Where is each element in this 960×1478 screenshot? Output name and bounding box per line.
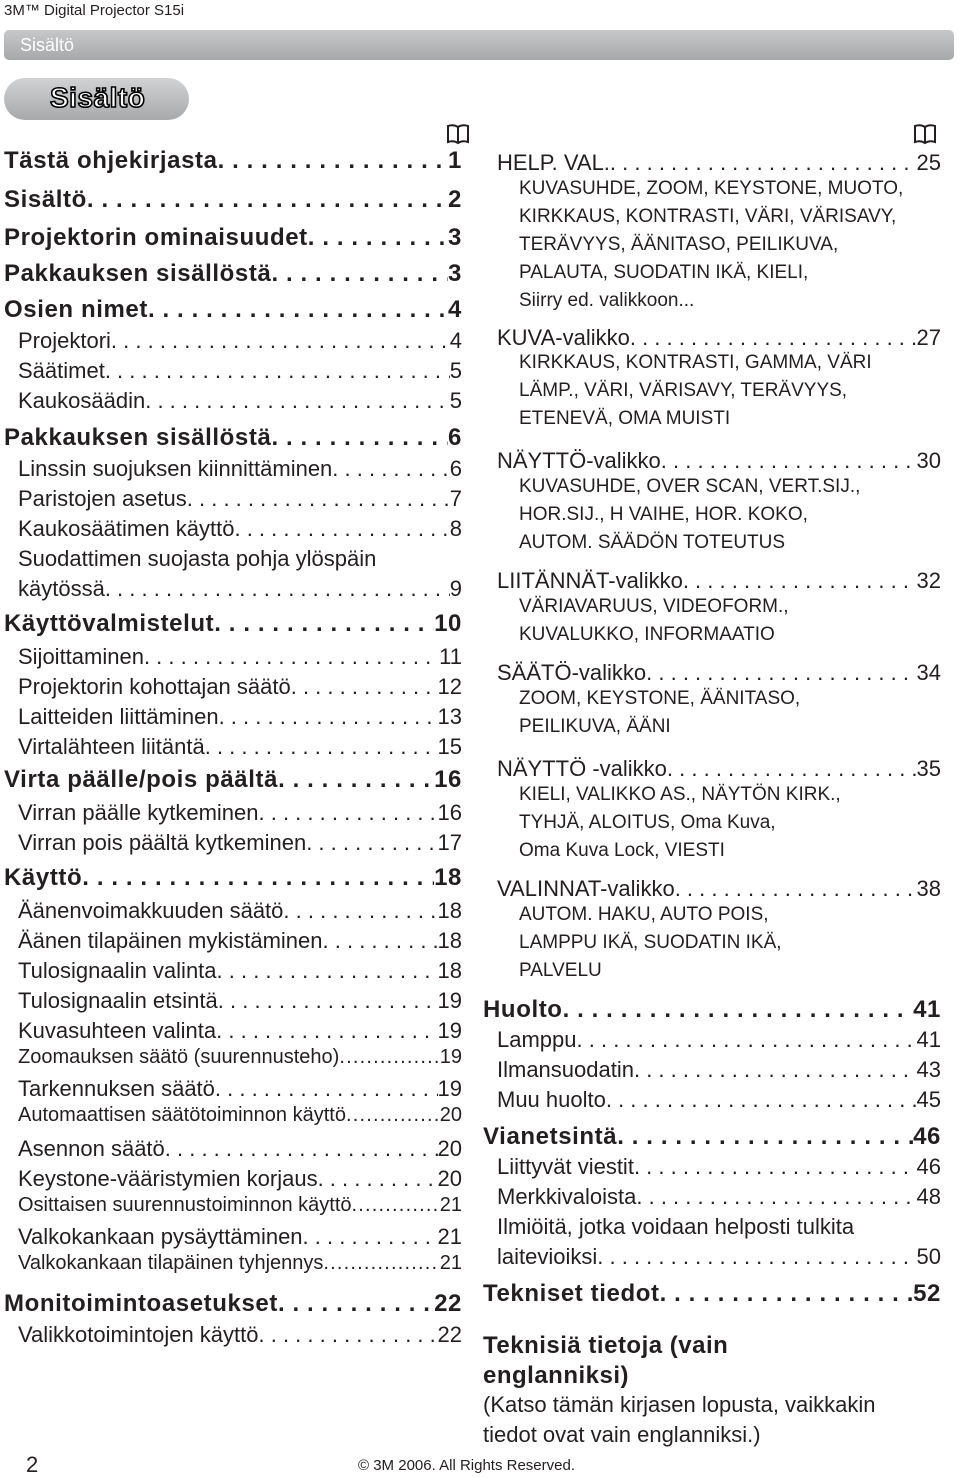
toc-entry — [18, 988, 462, 1014]
technical-info-note: tiedot ovat vain englanniksi.) — [483, 1422, 761, 1447]
toc-entry-page: 19 — [437, 988, 462, 1013]
menu-items-text: TYHJÄ, ALOITUS, Oma Kuva, — [519, 812, 776, 833]
dot-leader — [148, 296, 448, 324]
toc-entry — [497, 1027, 941, 1053]
toc-section — [4, 1290, 462, 1318]
toc-entry-title: Pakkauksen sisällöstä — [4, 424, 272, 451]
toc-entry-page: 52 — [913, 1280, 941, 1307]
toc-entry-page: 6 — [449, 456, 462, 481]
dot-leader — [259, 800, 438, 826]
toc-entry-title: Kaukosäädin — [18, 388, 146, 413]
dot-leader — [144, 644, 439, 670]
toc-entry-page: 17 — [437, 830, 462, 855]
dot-leader — [111, 328, 450, 354]
toc-entry-page: 35 — [916, 756, 941, 781]
dot-leader — [636, 1184, 916, 1210]
dot-leader — [271, 260, 448, 288]
toc-entry — [18, 456, 462, 482]
menu-items-text: ETENEVÄ, OMA MUISTI — [519, 408, 731, 429]
toc-entry — [18, 674, 462, 700]
dot-leader — [271, 424, 448, 452]
toc-entry — [18, 734, 462, 760]
dot-leader — [610, 150, 917, 176]
toc-entry-page: 18 — [437, 958, 462, 983]
toc-entry-page: 50 — [916, 1244, 941, 1269]
toc-entry-title: Virran pois päältä kytkeminen — [18, 830, 307, 855]
menu-items-text: HOR.SIJ., H VAIHE, HOR. KOKO, — [519, 504, 808, 525]
toc-entry-page: 21 — [439, 1252, 462, 1274]
dot-leader — [577, 1027, 917, 1053]
toc-menu-entry — [497, 876, 941, 902]
dot-leader — [283, 898, 437, 924]
dot-leader — [646, 660, 916, 686]
toc-entry — [18, 576, 462, 602]
dot-leader — [145, 388, 450, 414]
toc-entry — [18, 358, 462, 384]
menu-items-text: Oma Kuva Lock, VIESTI — [519, 840, 725, 861]
toc-entry-title: Monitoimintoasetukset — [4, 1290, 278, 1317]
toc-entry-page: 20 — [437, 1136, 462, 1161]
toc-section — [483, 1280, 941, 1308]
toc-entry-page: 1 — [448, 147, 462, 174]
toc-entry — [18, 1166, 462, 1192]
toc-entry — [18, 1104, 462, 1127]
dot-leader — [667, 756, 917, 782]
toc-section — [4, 424, 462, 452]
toc-entry — [18, 1076, 462, 1102]
toc-menu-entry — [497, 325, 941, 351]
toc-entry-title: Suodattimen suojasta pohja ylöspäin — [18, 546, 377, 571]
toc-entry-title: Käyttö — [4, 864, 83, 891]
dot-leader — [278, 766, 434, 794]
toc-entry-page: 21 — [437, 1224, 462, 1249]
dot-leader — [217, 958, 438, 984]
toc-entry-page: 30 — [916, 448, 941, 473]
toc-section — [4, 766, 462, 794]
dot-leader — [323, 1252, 439, 1275]
dot-leader — [291, 674, 438, 700]
toc-entry-title: Pakkauksen sisällöstä — [4, 260, 272, 287]
toc-entry-title: Paristojen asetus — [18, 486, 187, 511]
menu-items-text: ZOOM, KEYSTONE, ÄÄNITASO, — [519, 688, 801, 709]
toc-entry-title: Valkokankaan pysäyttäminen — [18, 1224, 303, 1249]
technical-info-note: (Katso tämän kirjasen lopusta, vaikkakin — [483, 1392, 876, 1417]
page-heading — [4, 78, 189, 120]
toc-entry-title: Käyttövalmistelut — [4, 610, 215, 637]
dot-leader — [215, 1076, 438, 1102]
toc-entry-page: 19 — [437, 1076, 462, 1101]
toc-entry-page: 43 — [916, 1057, 941, 1082]
menu-items-text: LAMPPU IKÄ, SUODATIN IKÄ, — [519, 932, 782, 953]
dot-leader — [634, 1057, 917, 1083]
toc-entry-title: SÄÄTÖ-valikko — [497, 660, 647, 685]
dot-leader — [303, 1224, 438, 1250]
toc-menu-entry — [497, 448, 941, 474]
toc-entry — [497, 1214, 941, 1240]
toc-menu-entry — [497, 660, 941, 686]
dot-leader — [675, 876, 917, 902]
toc-entry — [497, 1087, 941, 1113]
toc-entry-page: 7 — [449, 486, 462, 511]
toc-entry — [497, 1057, 941, 1083]
toc-entry-page: 19 — [437, 1018, 462, 1043]
toc-entry-title: laitevioiksi — [497, 1244, 598, 1269]
dot-leader — [259, 1322, 438, 1348]
toc-entry-title: Ilmansuodatin — [497, 1057, 634, 1082]
toc-entry — [18, 486, 462, 512]
toc-entry-title: Huolto — [483, 996, 563, 1023]
toc-entry-title: Osien nimet — [4, 296, 148, 323]
toc-entry-title: Valikkotoimintojen käyttö — [18, 1322, 259, 1347]
toc-entry-title: Laitteiden liittäminen — [18, 704, 219, 729]
toc-entry-title: NÄYTTÖ -valikko — [497, 756, 667, 781]
menu-items-text: TERÄVYYS, ÄÄNITASO, PEILIKUVA, — [519, 234, 839, 255]
toc-entry-page: 38 — [916, 876, 941, 901]
dot-leader — [346, 1104, 440, 1127]
toc-menu-entry — [497, 150, 941, 176]
toc-entry-page: 16 — [437, 800, 462, 825]
dot-leader — [332, 456, 449, 482]
toc-entry-title: Osittaisen suurennustoiminnon käyttö — [18, 1194, 352, 1216]
toc-entry-title: Asennon säätö — [18, 1136, 165, 1161]
toc-entry-title: Tulosignaalin etsintä — [18, 988, 218, 1013]
menu-items-text: AUTOM. SÄÄDÖN TOTEUTUS — [519, 532, 786, 553]
menu-items-text: KIELI, VALIKKO AS., NÄYTÖN KIRK., — [519, 784, 841, 805]
toc-entry — [18, 1136, 462, 1162]
dot-leader — [105, 576, 450, 602]
toc-entry-page: 13 — [437, 704, 462, 729]
toc-entry-page: 22 — [437, 1322, 462, 1347]
menu-items-text: AUTOM. HAKU, AUTO POIS, — [519, 904, 769, 925]
toc-entry-page: 18 — [437, 928, 462, 953]
toc-entry-page: 18 — [434, 864, 462, 891]
toc-entry-title: Tästä ohjekirjasta — [4, 147, 218, 174]
toc-entry — [497, 1244, 941, 1270]
toc-entry-title: NÄYTTÖ-valikko — [497, 448, 661, 473]
document-title: 3M™ Digital Projector S15i — [4, 2, 185, 19]
toc-section — [4, 224, 462, 252]
menu-items-text: PALAUTA, SUODATIN IKÄ, KIELI, — [519, 262, 809, 283]
toc-entry-title: HELP. VAL. — [497, 150, 610, 175]
menu-items-text: KUVASUHDE, OVER SCAN, VERT.SIJ., — [519, 476, 861, 497]
toc-entry — [18, 928, 462, 954]
toc-entry-page: 48 — [916, 1184, 941, 1209]
toc-menu-entry — [497, 568, 941, 594]
menu-items-text: PEILIKUVA, ÄÄNI — [519, 716, 671, 737]
technical-info-heading: Teknisiä tietoja (vain — [483, 1332, 729, 1359]
book-icon — [446, 123, 470, 145]
toc-entry-title: Äänenvoimakkuuden säätö — [18, 898, 284, 923]
toc-entry-page: 27 — [916, 325, 941, 350]
toc-entry-page: 8 — [449, 516, 462, 541]
toc-entry-page: 12 — [437, 674, 462, 699]
dot-leader — [187, 486, 450, 512]
toc-entry-title: Linssin suojuksen kiinnittäminen — [18, 456, 333, 481]
dot-leader — [82, 864, 434, 892]
toc-entry-title: Sisältö — [4, 186, 87, 213]
toc-entry-page: 5 — [449, 358, 462, 383]
dot-leader — [214, 610, 434, 638]
copyright: © 3M 2006. All Rights Reserved. — [358, 1457, 575, 1474]
toc-entry-title: Projektorin ominaisuudet — [4, 224, 308, 251]
dot-leader — [318, 1166, 438, 1192]
toc-entry-title: Virta päälle/pois päältä — [4, 766, 279, 793]
toc-entry-title: Valkokankaan tilapäinen tyhjennys — [18, 1252, 324, 1274]
toc-section — [4, 186, 462, 214]
toc-entry — [18, 1046, 462, 1069]
dot-leader — [105, 358, 450, 384]
dot-leader — [661, 448, 917, 474]
toc-entry-page: 15 — [437, 734, 462, 759]
toc-entry-page: 4 — [449, 328, 462, 353]
toc-entry-page: 4 — [448, 296, 462, 323]
toc-entry-title: Ilmiöitä, jotka voidaan helposti tulkita — [497, 1214, 855, 1239]
toc-entry-title: Automaattisen säätötoiminnon käyttö — [18, 1104, 346, 1126]
toc-section — [4, 260, 462, 288]
toc-entry — [18, 1252, 462, 1275]
dot-leader — [323, 928, 438, 954]
section-bar — [4, 30, 954, 60]
toc-entry-page: 19 — [439, 1046, 462, 1068]
toc-entry-page: 18 — [437, 898, 462, 923]
toc-entry-page: 5 — [449, 388, 462, 413]
dot-leader — [87, 186, 448, 214]
menu-items-text: KUVASUHDE, ZOOM, KEYSTONE, MUOTO, — [519, 178, 904, 199]
dot-leader — [234, 516, 449, 542]
toc-entry-page: 34 — [916, 660, 941, 685]
menu-items-text: PALVELU — [519, 960, 602, 981]
toc-entry-page: 10 — [434, 610, 462, 637]
toc-entry — [18, 516, 462, 542]
toc-entry — [18, 328, 462, 354]
toc-entry-title: Keystone-vääristymien korjaus — [18, 1166, 318, 1191]
toc-entry-page: 46 — [916, 1154, 941, 1179]
menu-items-text: VÄRIAVARUUS, VIDEOFORM., — [519, 596, 789, 617]
toc-entry-title: Tulosignaalin valinta — [18, 958, 217, 983]
dot-leader — [306, 830, 437, 856]
dot-leader — [352, 1194, 440, 1217]
toc-entry — [497, 1184, 941, 1210]
toc-entry-title: KUVA-valikko — [497, 325, 630, 350]
technical-info-heading: englanniksi) — [483, 1362, 630, 1389]
toc-section — [483, 1123, 941, 1151]
dot-leader — [683, 568, 917, 594]
dot-leader — [563, 996, 914, 1024]
toc-entry-page: 41 — [913, 996, 941, 1023]
toc-entry-page: 45 — [916, 1087, 941, 1112]
dot-leader — [218, 988, 438, 1014]
toc-entry-title: Tekniset tiedot — [483, 1280, 660, 1307]
toc-entry-title: Säätimet — [18, 358, 105, 383]
toc-entry-title: Kuvasuhteen valinta — [18, 1018, 217, 1043]
toc-entry-title: Muu huolto — [497, 1087, 606, 1112]
toc-entry-page: 22 — [434, 1290, 462, 1317]
dot-leader — [308, 224, 448, 252]
toc-entry-page: 20 — [437, 1166, 462, 1191]
toc-entry-title: Kaukosäätimen käyttö — [18, 516, 235, 541]
dot-leader — [216, 1018, 437, 1044]
toc-entry-title: Liittyvät viestit — [497, 1154, 634, 1179]
dot-leader — [218, 147, 448, 175]
dot-leader — [165, 1136, 438, 1162]
menu-items-text: Siirry ed. valikkoon... — [519, 290, 695, 311]
toc-entry-page: 20 — [439, 1104, 462, 1126]
toc-entry-page: 25 — [916, 150, 941, 175]
toc-entry-title: Merkkivaloista — [497, 1184, 637, 1209]
dot-leader — [630, 325, 917, 351]
toc-entry-page: 16 — [434, 766, 462, 793]
toc-entry — [18, 546, 462, 572]
toc-entry — [18, 1018, 462, 1044]
toc-section — [4, 610, 462, 638]
toc-section — [4, 147, 462, 175]
dot-leader — [205, 734, 438, 760]
toc-entry-title: Vianetsintä — [483, 1123, 618, 1150]
toc-entry-page: 6 — [448, 424, 462, 451]
toc-entry — [18, 800, 462, 826]
menu-items-text: KUVALUKKO, INFORMAATIO — [519, 624, 775, 645]
page-number: 2 — [26, 1452, 39, 1477]
toc-entry — [18, 704, 462, 730]
page-heading-text: Sisältö — [50, 82, 146, 113]
toc-entry-page: 2 — [448, 186, 462, 213]
toc-entry-title: LIITÄNNÄT-valikko — [497, 568, 683, 593]
toc-entry — [18, 958, 462, 984]
dot-leader — [597, 1244, 916, 1270]
toc-entry — [18, 1224, 462, 1250]
dot-leader — [606, 1087, 917, 1113]
menu-items-text: LÄMP., VÄRI, VÄRISAVY, TERÄVYYS, — [519, 380, 848, 401]
toc-entry-title: Virran päälle kytkeminen — [18, 800, 259, 825]
toc-entry — [18, 1194, 462, 1217]
toc-entry-page: 3 — [448, 224, 462, 251]
dot-leader — [339, 1046, 439, 1069]
toc-entry-title: Zoomauksen säätö (suurennusteho) — [18, 1046, 340, 1068]
toc-entry — [18, 388, 462, 414]
menu-items-text: KIRKKAUS, KONTRASTI, GAMMA, VÄRI — [519, 352, 872, 373]
toc-menu-entry — [497, 756, 941, 782]
toc-entry-page: 32 — [916, 568, 941, 593]
toc-entry-title: Sijoittaminen — [18, 644, 144, 669]
toc-entry-title: Äänen tilapäinen mykistäminen — [18, 928, 323, 953]
toc-entry-title: käytössä — [18, 576, 105, 601]
toc-section — [483, 996, 941, 1024]
menu-items-text: KIRKKAUS, KONTRASTI, VÄRI, VÄRISAVY, — [519, 206, 897, 227]
toc-entry-title: Projektorin kohottajan säätö — [18, 674, 291, 699]
toc-section — [4, 296, 462, 324]
toc-entry-title: VALINNAT-valikko — [497, 876, 675, 901]
toc-entry-page: 41 — [916, 1027, 941, 1052]
toc-section — [4, 864, 462, 892]
toc-entry — [497, 1154, 941, 1180]
section-bar-label: Sisältö — [20, 35, 75, 55]
toc-entry — [18, 644, 462, 670]
toc-entry-page: 11 — [439, 644, 462, 669]
dot-leader — [634, 1154, 917, 1180]
toc-entry-title: Virtalähteen liitäntä — [18, 734, 205, 759]
dot-leader — [617, 1123, 913, 1151]
toc-entry-page: 9 — [449, 576, 462, 601]
dot-leader — [660, 1280, 914, 1308]
dot-leader — [219, 704, 438, 730]
dot-leader — [278, 1290, 434, 1318]
toc-entry — [18, 898, 462, 924]
toc-entry-page: 46 — [913, 1123, 941, 1150]
toc-entry — [18, 1322, 462, 1348]
toc-entry-title: Lamppu — [497, 1027, 577, 1052]
toc-entry-page: 3 — [448, 260, 462, 287]
toc-entry-page: 21 — [439, 1194, 462, 1216]
book-icon — [913, 123, 937, 145]
toc-entry-title: Projektori — [18, 328, 111, 353]
toc-entry — [18, 830, 462, 856]
toc-entry-title: Tarkennuksen säätö — [18, 1076, 215, 1101]
